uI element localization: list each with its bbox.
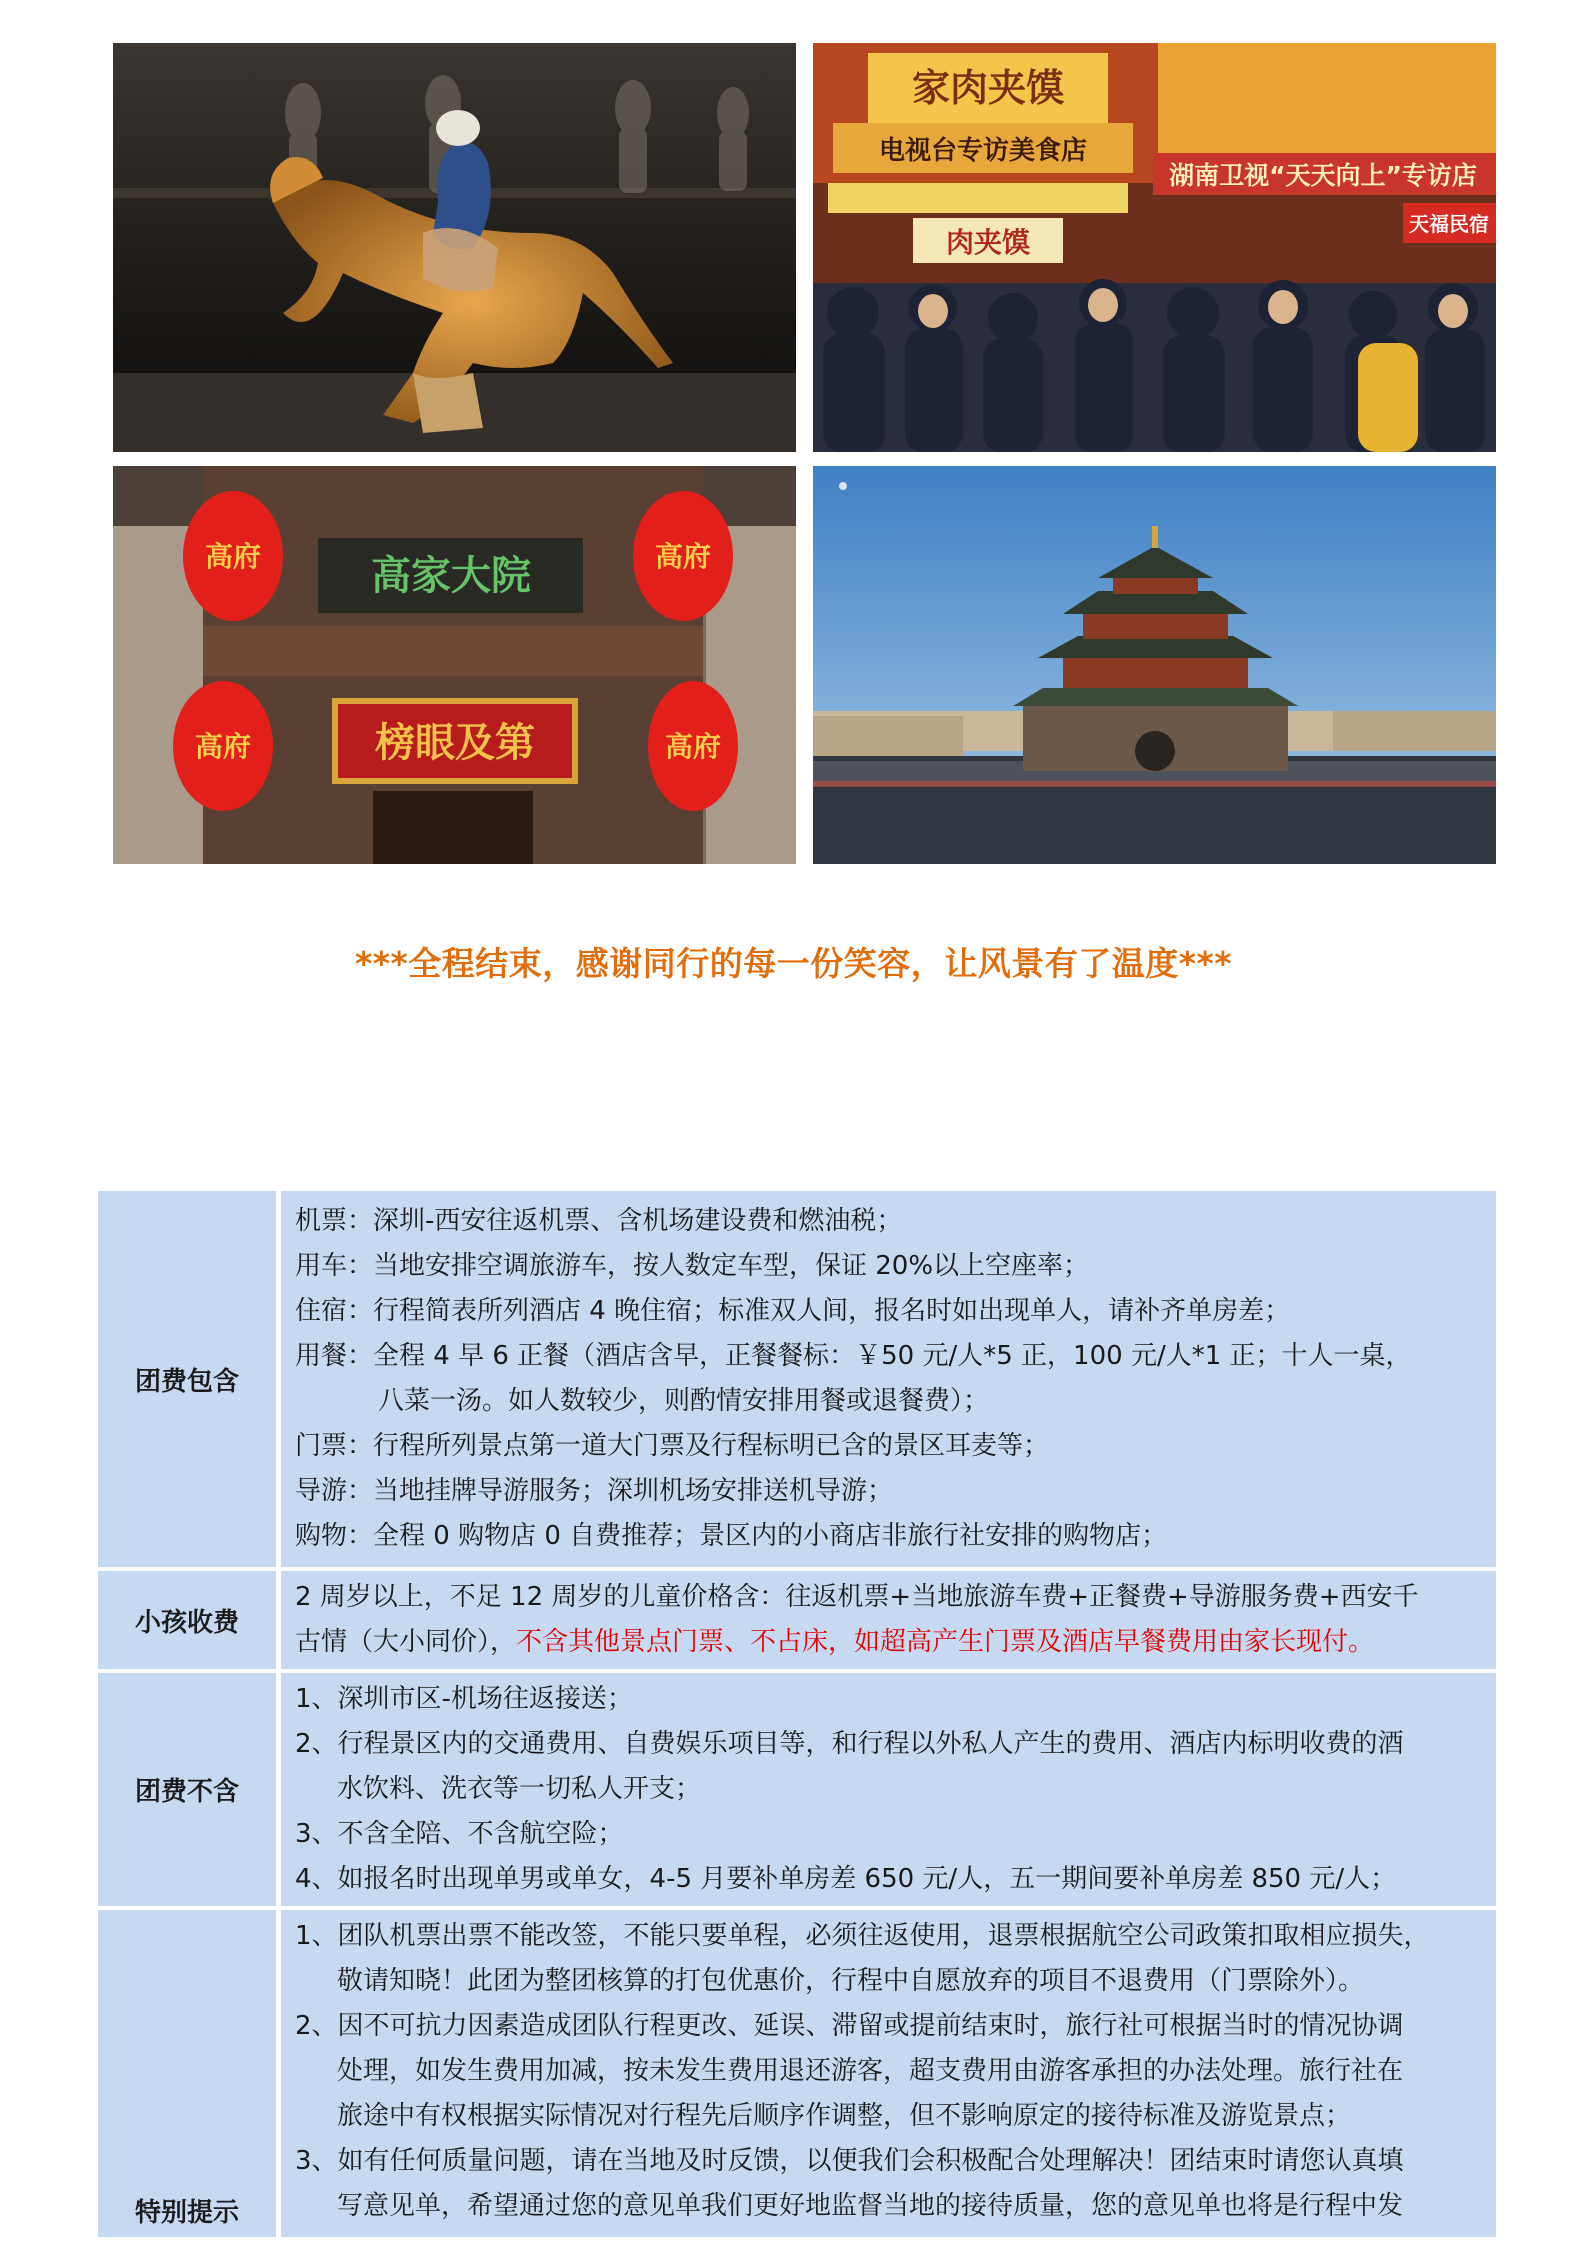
label-special-notes: 特别提示 bbox=[98, 1910, 281, 2237]
excludes-line: 3、不含全陪、不含航空险； bbox=[295, 1819, 624, 1849]
child-fee-line: 2 周岁以上，不足 12 周岁的儿童价格含：往返机票+当地旅游车费+正餐费+导游服务费+西安千 bbox=[295, 1582, 1419, 1612]
plaque-bangyan: 榜眼及第 bbox=[375, 719, 535, 766]
content-fee-excludes bbox=[281, 1673, 1496, 1906]
notes-line: 敬请知晓！此团为整团核算的打包优惠价，行程中自愿放弃的项目不退费用（门票除外）。 bbox=[337, 1966, 1365, 1996]
includes-line: 八菜一汤。如人数较少，则酌情安排用餐或退餐费）； bbox=[378, 1386, 990, 1416]
sign-roujiamo: 家肉夹馍 bbox=[911, 66, 1065, 110]
excludes-line: 2、行程景区内的交通费用、自费娱乐项目等，和行程以外私人产生的费用、酒店内标明收费的酒 bbox=[295, 1729, 1404, 1759]
lantern-text: 高府 bbox=[664, 730, 722, 763]
content-child-fee bbox=[281, 1571, 1496, 1669]
lantern-text: 高府 bbox=[654, 540, 712, 573]
includes-line: 购物：全程 0 购物店 0 自费推荐；景区内的小商店非旅行社安排的购物店； bbox=[295, 1521, 1168, 1551]
includes-line: 机票：深圳-西安往返机票、含机场建设费和燃油税； bbox=[295, 1206, 903, 1236]
notes-line: 1、团队机票出票不能改签，不能只要单程，必须往返使用，退票根据航空公司政策扣取相应损失， bbox=[295, 1921, 1430, 1951]
lantern-text: 高府 bbox=[204, 540, 262, 573]
notes-line: 2、因不可抗力因素造成团队行程更改、延误、滞留或提前结束时，旅行社可根据当时的情况协调 bbox=[295, 2011, 1404, 2041]
closing-message: ***全程结束，感谢同行的每一份笑容，让风景有了温度*** bbox=[354, 944, 1233, 983]
photo-bell-tower bbox=[813, 466, 1496, 864]
photo-tang-sancai-horse bbox=[113, 43, 796, 452]
content-special-notes bbox=[281, 1910, 1496, 2237]
includes-line: 导游：当地挂牌导游服务；深圳机场安排送机导游； bbox=[295, 1476, 894, 1506]
notes-line: 3、如有任何质量问题，请在当地及时反馈，以便我们会积极配合处理解决！团结束时请您认真填 bbox=[295, 2146, 1404, 2176]
sign-tv-interview: 电视台专访美食店 bbox=[878, 136, 1088, 166]
label-child-fee: 小孩收费 bbox=[98, 1571, 281, 1669]
photo-roujiamo-street bbox=[813, 43, 1496, 452]
excludes-line: 水饮料、洗衣等一切私人开支； bbox=[337, 1774, 702, 1804]
tour-info-table bbox=[98, 1187, 1496, 2241]
sign-tianfu: 天福民宿 bbox=[1409, 212, 1489, 236]
content-fee-includes bbox=[281, 1191, 1496, 1567]
includes-line: 用车：当地安排空调旅游车，按人数定车型，保证 20%以上空座率； bbox=[295, 1251, 1090, 1281]
includes-line: 住宿：行程简表所列酒店 4 晚住宿；标准双人间，报名时如出现单人，请补齐单房差； bbox=[295, 1296, 1291, 1326]
plaque-gao-dayuan: 高家大院 bbox=[371, 552, 531, 599]
row-special-notes bbox=[98, 1910, 1496, 2237]
notes-line: 处理，如发生费用加减，按未发生费用退还游客，超支费用由游客承担的办法处理。旅行社在 bbox=[337, 2056, 1404, 2086]
row-fee-excludes bbox=[98, 1673, 1496, 1906]
sign-stall: 肉夹馍 bbox=[945, 226, 1031, 259]
excludes-line: 1、深圳市区-机场往返接送； bbox=[295, 1684, 633, 1714]
row-fee-includes bbox=[98, 1191, 1496, 1567]
photo-gao-courtyard bbox=[113, 466, 796, 864]
excludes-line: 4、如报名时出现单男或单女，4-5 月要补单房差 650 元/人，五一期间要补单房差 850 元/人； bbox=[295, 1864, 1397, 1894]
label-fee-includes: 团费包含 bbox=[98, 1191, 281, 1567]
sign-hunan-tv: 湖南卫视“天天向上”专访店 bbox=[1169, 161, 1477, 190]
child-fee-warning: 不含其他景点门票、不占床，如超高产生门票及酒店早餐费用由家长现付。 bbox=[516, 1627, 1375, 1657]
includes-line: 用餐：全程 4 早 6 正餐（酒店含早，正餐餐标：￥50 元/人*5 正，100 元/人*1 正；十人一桌， bbox=[295, 1341, 1412, 1371]
label-fee-excludes: 团费不含 bbox=[98, 1673, 281, 1906]
child-fee-line bbox=[295, 1620, 1482, 1665]
row-child-fee bbox=[98, 1571, 1496, 1669]
child-fee-text: 古情（大小同价）， bbox=[295, 1627, 517, 1657]
includes-line: 门票：行程所列景点第一道大门票及行程标明已含的景区耳麦等； bbox=[295, 1431, 1050, 1461]
notes-line: 写意见单，希望通过您的意见单我们更好地监督当地的接待质量，您的意见单也将是行程中发 bbox=[337, 2191, 1404, 2221]
lantern-text: 高府 bbox=[194, 730, 252, 763]
notes-line: 旅途中有权根据实际情况对行程先后顺序作调整，但不影响原定的接待标准及游览景点； bbox=[337, 2101, 1352, 2131]
